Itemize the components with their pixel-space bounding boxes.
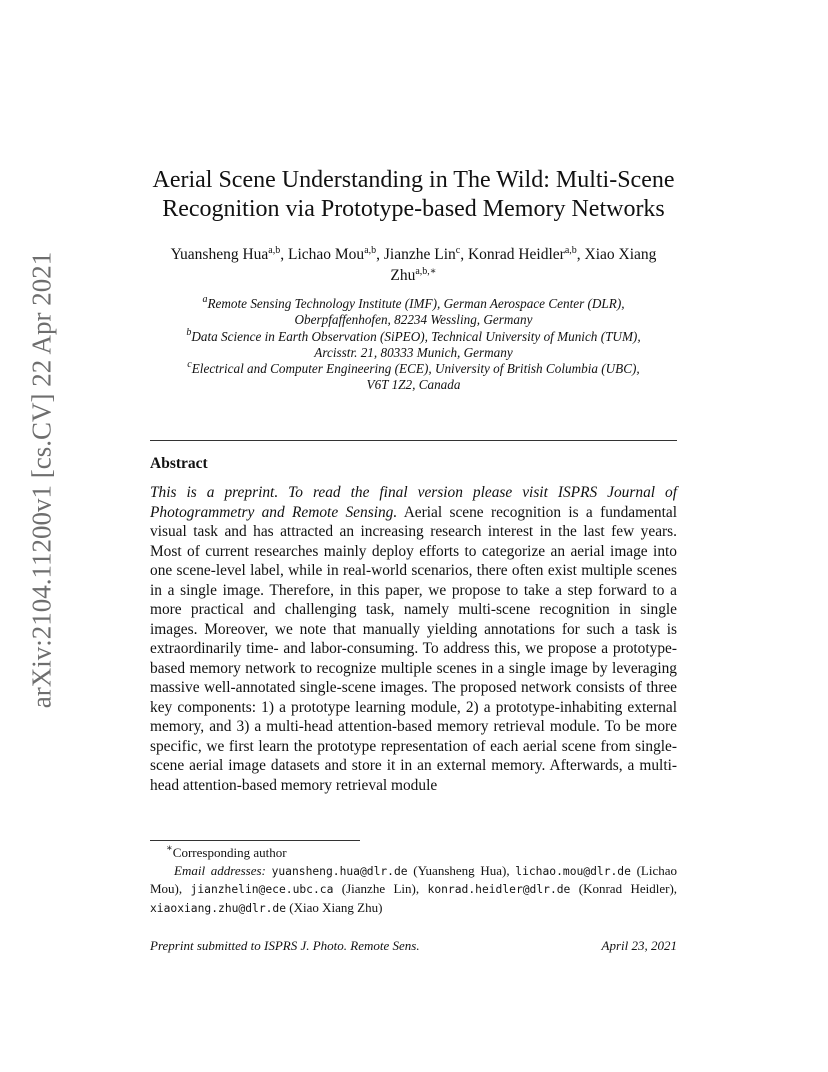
email-link[interactable]: konrad.heidler@dlr.de <box>427 883 571 896</box>
abstract-preprint-note: This is a preprint. To read the final version please visit ISPRS Journal of Photogrammetry and Remote Sensing. <box>150 484 677 521</box>
email-separator: , <box>178 881 191 896</box>
affiliations <box>150 296 677 394</box>
affiliation-c <box>150 361 677 377</box>
email-separator: , <box>415 881 428 896</box>
email-link[interactable]: lichao.mou@dlr.de <box>515 864 631 878</box>
author-name: Konrad Heidler <box>467 246 565 263</box>
footnote-rule <box>150 840 360 841</box>
abstract-heading: Abstract <box>150 455 208 472</box>
author-affil-mark: a,b <box>564 245 577 256</box>
author-name: Lichao Mou <box>287 246 365 263</box>
affiliation-mark: a <box>202 294 208 305</box>
corresponding-author-note <box>150 844 677 862</box>
author-name: Yuansheng Hua <box>170 246 269 263</box>
abstract-top-rule <box>150 440 677 441</box>
affiliation-mark: c <box>187 359 192 371</box>
email-addresses <box>150 862 677 918</box>
arxiv-identifier-stamp: arXiv:2104.11200v1 [cs.CV] 22 Apr 2021 <box>26 251 57 709</box>
author-affil-mark: a,b <box>364 245 377 256</box>
corresponding-author-text: Corresponding author <box>172 845 287 860</box>
email-link[interactable]: yuansheng.hua@dlr.de <box>271 864 408 878</box>
title-line-1: Aerial Scene Understanding in The Wild: Multi-Scene <box>152 167 675 193</box>
email-owner: (Yuansheng Hua) <box>413 862 507 878</box>
email-separator: , <box>506 862 516 878</box>
email-link[interactable]: xiaoxiang.zhu@dlr.de <box>150 901 287 915</box>
author-separator: , <box>376 246 384 263</box>
footnote-mark: ∗ <box>166 843 173 854</box>
author-separator: , <box>280 246 288 263</box>
affiliation-line-2: Arcisstr. 21, 80333 Munich, Germany <box>314 344 513 360</box>
author <box>468 246 577 263</box>
email-owner: (Lichao Mou) <box>150 862 678 896</box>
author-affil-mark: a,b,∗ <box>415 266 437 277</box>
author-list <box>150 244 677 286</box>
email-label: Email addresses: <box>174 862 266 878</box>
affiliation-a <box>150 296 677 312</box>
author-affil-mark: a,b <box>268 245 281 256</box>
author-separator: , <box>460 246 468 263</box>
author-affil-mark: c <box>455 245 461 256</box>
abstract-text <box>150 483 677 795</box>
affiliation-line-1: Data Science in Earth Observation (SiPEO), Technical University of Munich (TUM), <box>191 328 641 344</box>
author-name: Jianzhe Lin <box>383 246 456 263</box>
title-line-2: Recognition via Prototype-based Memory Networks <box>162 196 665 222</box>
affiliation-b <box>150 326 677 345</box>
preprint-journal-note: Preprint submitted to ISPRS J. Photo. Remote Sens. <box>150 938 420 953</box>
email-owner: (Jianzhe Lin) <box>341 881 416 896</box>
abstract-body: Aerial scene recognition is a fundamental visual task and has attracted an increasing research interest in the last few years. Most of current researches mainly deploy efforts to categorize an aerial image into one scene-level label, while in real-world scenarios, there often exist multiple scenes in a single image. Therefore, in this paper, we propose to take a step forward to a more practical and challenging task, namely multi-scene recognition in single images. Moreover, we note that manually yielding annotations for such a task is extraordinarily time- and labor-consuming. To address this, we propose a prototype-based memory network to recognize multiple scenes in a single image by leveraging massive well-annotated single-scene images. The proposed network consists of three key components: 1) a prototype learning module, 2) a prototype-inhabiting external memory, and 3) a multi-head attention-based memory retrieval module. To be more specific, we first learn the prototype representation of each aerial scene from single-scene aerial image datasets and store it in an external memory. Afterwards, a multi-head attention-based memory retrieval module <box>150 503 678 794</box>
footnotes <box>150 844 677 917</box>
paper-title <box>150 166 677 224</box>
author <box>171 246 281 263</box>
affiliation-line-1: Electrical and Computer Engineering (ECE), University of British Columbia (UBC), <box>191 361 640 377</box>
affiliation-line-2: Oberpfaffenhofen, 82234 Wessling, Germany <box>294 312 533 328</box>
email-link[interactable]: jianzhelin@ece.ubc.ca <box>190 883 334 896</box>
author-name: Xiao Xiang Zhu <box>390 246 657 284</box>
preprint-date: April 23, 2021 <box>601 938 677 953</box>
author <box>288 246 376 263</box>
email-owner: (Konrad Heidler) <box>578 881 674 896</box>
author <box>384 246 460 263</box>
email-owner: (Xiao Xiang Zhu) <box>289 899 383 915</box>
author-separator: , <box>576 246 585 263</box>
affiliation-mark: b <box>186 326 192 338</box>
affiliation-line-2: V6T 1Z2, Canada <box>366 377 461 393</box>
email-separator: , <box>673 881 678 896</box>
affiliation-line-1: Remote Sensing Technology Institute (IMF), German Aerospace Center (DLR), <box>207 296 625 311</box>
